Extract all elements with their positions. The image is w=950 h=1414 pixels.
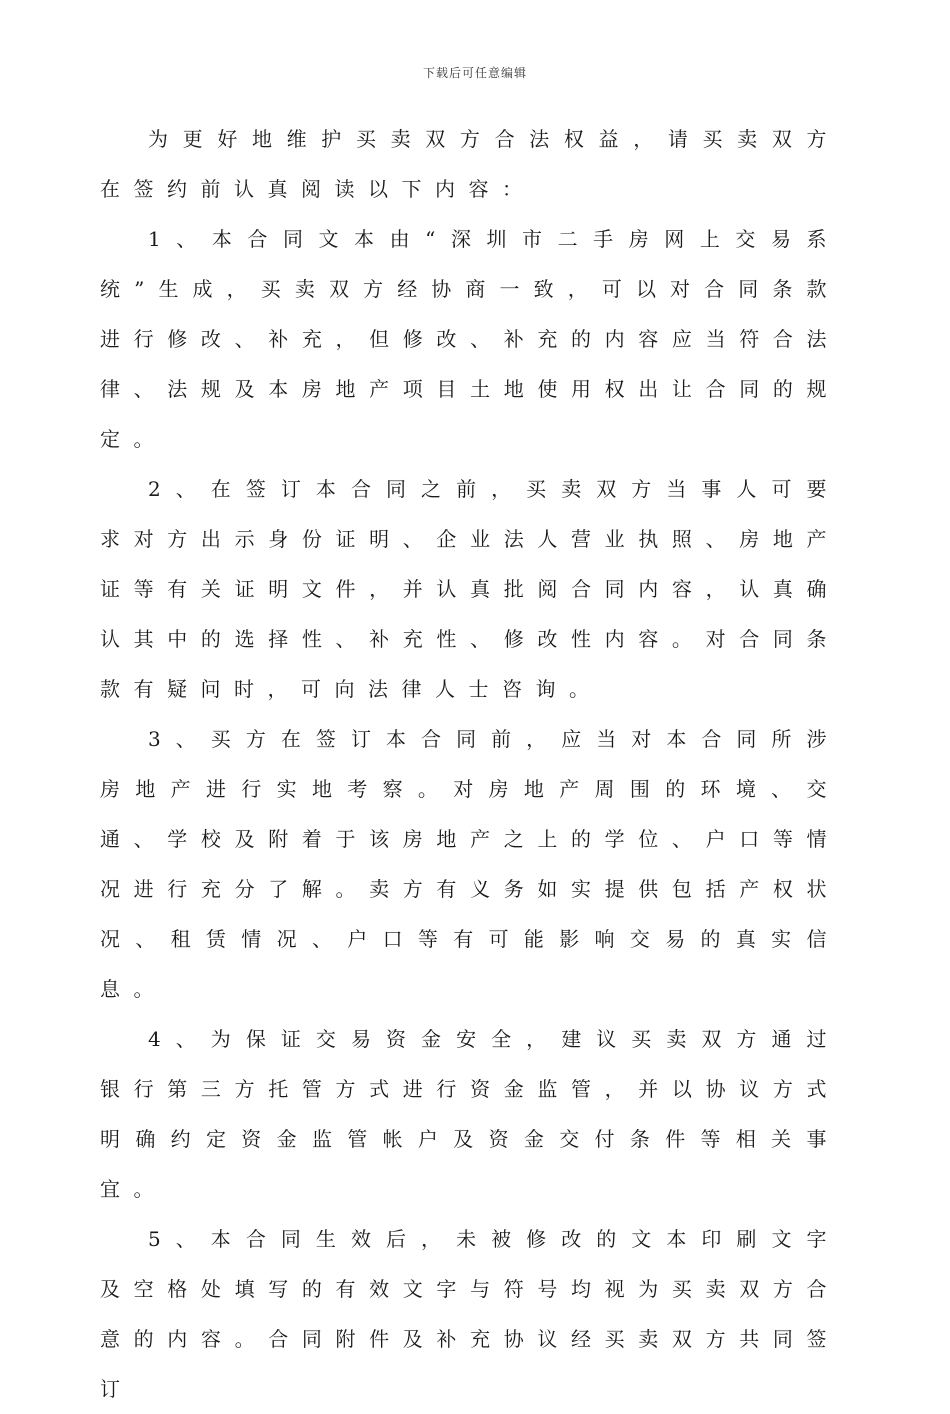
document-body (100, 114, 840, 1414)
clause-3-paragraph: 3、买方在签订本合同前，应当对本合同所涉房地产进行实地考察。对房地产周围的环境、交通、学校及附着于该房地产之上的学位、户口等情况进行充分了解。卖方有义务如实提供包括产权状况、租赁情况、户口等有可能影响交易的真实信息。 (100, 727, 840, 1001)
clause-1-paragraph: 1、本合同文本由“深圳市二手房网上交易系统”生成，买卖双方经协商一致，可以对合同条款进行修改、补充，但修改、补充的内容应当符合法律、法规及本房地产项目土地使用权出让合同的规定。 (100, 227, 840, 451)
intro-paragraph: 为更好地维护买卖双方合法权益，请买卖双方在签约前认真阅读以下内容： (100, 127, 840, 201)
clause-2-paragraph: 2、在签订本合同之前，买卖双方当事人可要求对方出示身份证明、企业法人营业执照、房地产证等有关证明文件，并认真批阅合同内容，认真确认其中的选择性、补充性、修改性内容。对合同条款有疑问时，可向法律人士咨询。 (100, 477, 840, 701)
clause-4-paragraph: 4、为保证交易资金安全，建议买卖双方通过银行第三方托管方式进行资金监管，并以协议方式明确约定资金监管帐户及资金交付条件等相关事宜。 (100, 1027, 840, 1201)
clause-5-paragraph: 5、本合同生效后，未被修改的文本印刷文字及空格处填写的有效文字与符号均视为买卖双方合意的内容。合同附件及补充协议经买卖双方共同签订 (100, 1227, 840, 1401)
page-header: 下载后可任意编辑 (422, 66, 527, 80)
